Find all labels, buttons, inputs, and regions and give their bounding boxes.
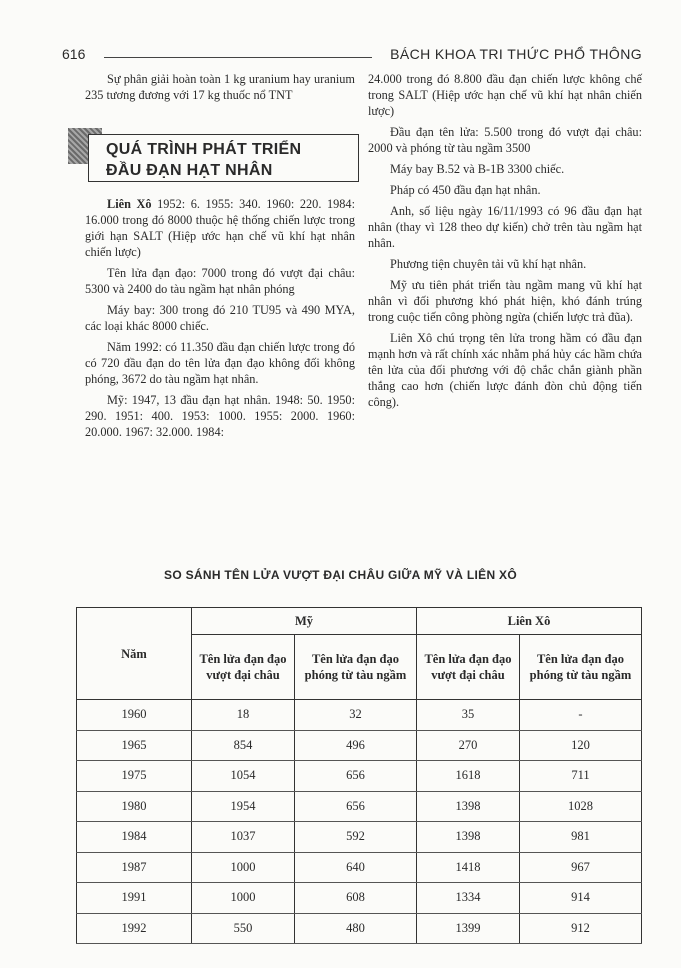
right-column (368, 71, 642, 415)
intro-paragraph: Sự phân giải hoàn toàn 1 kg uranium hay uranium 235 tương đương với 17 kg thuốc nổ TNT (85, 72, 355, 102)
year-header-cell (77, 608, 192, 700)
us-icbm-cell: 1054 (192, 761, 295, 792)
us-icbm-cell: 854 (192, 730, 295, 761)
us-slbm-cell: 480 (295, 913, 417, 944)
header-rule (104, 57, 372, 58)
table-caption: SO SÁNH TÊN LỬA VƯỢT ĐẠI CHÂU GIỮA MỸ VÀ LIÊN XÔ (164, 568, 517, 582)
ussr-group-label: Liên Xô (507, 614, 551, 628)
us-icbm-cell: 1037 (192, 822, 295, 853)
year-1992-paragraph: Năm 1992: có 11.350 đầu đạn chiến lược trong đó có 720 đầu đạn do tên lửa đạn đạo không đối không phóng, 3672 do tàu ngầm hạt nhân. (85, 340, 355, 386)
us-icbm-cell: 550 (192, 913, 295, 944)
year-cell: 1987 (77, 852, 192, 883)
ussr-icbm-cell: 1399 (416, 913, 519, 944)
us-slbm-cell: 656 (295, 761, 417, 792)
lienxo-label: Liên Xô (107, 197, 152, 211)
table-row (77, 822, 642, 853)
year-cell: 1960 (77, 700, 192, 731)
year-header: Năm (121, 646, 147, 661)
ussr-slbm-cell: 967 (519, 852, 641, 883)
ussr-group-header (416, 608, 641, 635)
right-paragraph-7: Mỹ ưu tiên phát triển tàu ngầm mang vũ khí hạt nhân vì đối phương khó phát hiện, khó đánh trúng trong cuộc tiến công phòng ngừa (chiến lược trả đũa). (368, 278, 642, 324)
section-heading-box (68, 128, 355, 182)
us-group-label: Mỹ (294, 614, 314, 628)
ussr-slbm-cell: 1028 (519, 791, 641, 822)
table-row (77, 730, 642, 761)
ussr-icbm-cell: 35 (416, 700, 519, 731)
table-row (77, 852, 642, 883)
right-paragraph-8: Liên Xô chú trọng tên lửa trong hầm có đầu đạn mạnh hơn và rất chính xác nhằm phá hủy các hầm chứa tên lửa của đối phương với độ chắc chắn giành phần thắng cao hơn (chiến lược đánh đòn chủ động tiến công). (368, 331, 642, 409)
us-slbm-cell: 656 (295, 791, 417, 822)
missile-paragraph: Tên lửa đạn đạo: 7000 trong đó vượt đại châu: 5300 và 2400 do tàu ngầm hạt nhân phóng (85, 266, 355, 296)
us-slbm-cell: 640 (295, 852, 417, 883)
year-cell: 1991 (77, 883, 192, 914)
page-header (62, 44, 642, 66)
right-paragraph-4: Pháp có 450 đầu đạn hạt nhân. (390, 183, 541, 197)
ussr-icbm-header: Tên lửa đạn đạo vượt đại châu (416, 635, 519, 700)
comparison-table (76, 607, 642, 944)
ussr-slbm-cell: 711 (519, 761, 641, 792)
section-title-line-1: QUÁ TRÌNH PHÁT TRIỂN (106, 141, 302, 158)
us-slbm-cell: 608 (295, 883, 417, 914)
us-icbm-cell: 1954 (192, 791, 295, 822)
ussr-icbm-cell: 1418 (416, 852, 519, 883)
aircraft-paragraph: Máy bay: 300 trong đó 210 TU95 và 490 MYA, các loại khác 8000 chiếc. (85, 303, 355, 333)
right-paragraph-3: Máy bay B.52 và B-1B 3300 chiếc. (390, 162, 565, 176)
us-slbm-cell: 32 (295, 700, 417, 731)
us-icbm-header: Tên lửa đạn đạo vượt đại châu (192, 635, 295, 700)
us-group-header (192, 608, 417, 635)
ussr-icbm-cell: 1398 (416, 822, 519, 853)
ussr-slbm-cell: 912 (519, 913, 641, 944)
right-paragraph-2: Đầu đạn tên lửa: 5.500 trong đó vượt đại châu: 2000 và phóng từ tàu ngầm 3500 (368, 125, 642, 155)
left-column (85, 71, 355, 445)
year-cell: 1984 (77, 822, 192, 853)
page-number: 616 (62, 46, 86, 62)
us-history-paragraph: Mỹ: 1947, 13 đầu đạn hạt nhân. 1948: 50. 1950: 290. 1951: 400. 1953: 1000. 1955: 2000. 1960: 20.000. 1967: 32.000. 1984: (85, 393, 355, 439)
us-icbm-cell: 1000 (192, 852, 295, 883)
ussr-slbm-header: Tên lửa đạn đạo phóng từ tàu ngầm (519, 635, 641, 700)
table-row (77, 791, 642, 822)
table-body (77, 700, 642, 944)
us-slbm-cell: 496 (295, 730, 417, 761)
ussr-slbm-cell: - (519, 700, 641, 731)
right-paragraph-1: 24.000 trong đó 8.800 đầu đạn chiến lược không chế trong SALT (Hiệp ước hạn chế vũ khí hạt nhân chiến lược) (368, 72, 642, 118)
us-slbm-cell: 592 (295, 822, 417, 853)
us-icbm-cell: 1000 (192, 883, 295, 914)
table-row (77, 913, 642, 944)
year-cell: 1975 (77, 761, 192, 792)
right-paragraph-5: Anh, số liệu ngày 16/11/1993 có 96 đầu đạn hạt nhân (thay vì 128 theo dự kiến) chở trên tàu ngầm hạt nhân. (368, 204, 642, 250)
ussr-slbm-cell: 981 (519, 822, 641, 853)
ussr-slbm-cell: 914 (519, 883, 641, 914)
running-title: BÁCH KHOA TRI THỨC PHỔ THÔNG (390, 46, 642, 62)
table-row (77, 883, 642, 914)
us-icbm-cell: 18 (192, 700, 295, 731)
table-row (77, 700, 642, 731)
year-cell: 1992 (77, 913, 192, 944)
table-row (77, 761, 642, 792)
ussr-icbm-cell: 270 (416, 730, 519, 761)
lienxo-paragraph (85, 196, 355, 260)
lienxo-text: 1952: 6. 1955: 340. 1960: 220. 1984: 16.000 trong đó 8000 thuộc hệ thống chiến lược trong giới hạn SALT (Hiệp ước hạn chế vũ khí hạt nhân chiến lược) (85, 197, 355, 259)
right-paragraph-6: Phương tiện chuyên tải vũ khí hạt nhân. (390, 257, 587, 271)
year-cell: 1980 (77, 791, 192, 822)
section-title-line-2: ĐẦU ĐẠN HẠT NHÂN (106, 162, 273, 179)
year-cell: 1965 (77, 730, 192, 761)
ussr-icbm-cell: 1398 (416, 791, 519, 822)
section-title (106, 139, 301, 181)
us-slbm-header: Tên lửa đạn đạo phóng từ tàu ngầm (295, 635, 417, 700)
ussr-icbm-cell: 1334 (416, 883, 519, 914)
ussr-icbm-cell: 1618 (416, 761, 519, 792)
ussr-slbm-cell: 120 (519, 730, 641, 761)
